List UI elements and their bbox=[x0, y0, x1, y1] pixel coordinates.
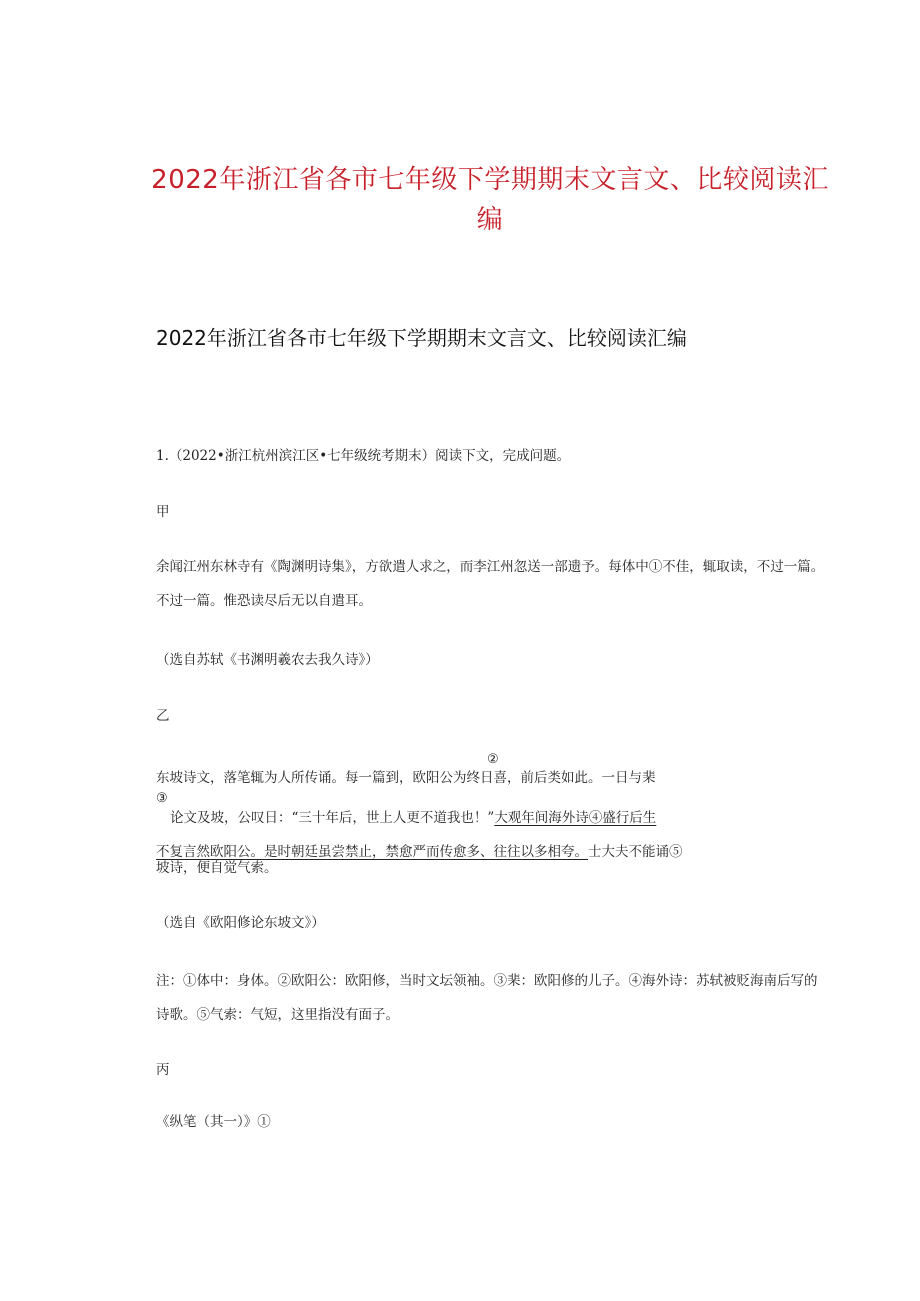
passage-yi-underlined-3: 是时朝廷虽尝禁止，禁愈严而传愈多、往往以多相夸。 bbox=[264, 844, 588, 860]
passage-yi-line-3-plain: 士大夫不能诵⑤ bbox=[588, 844, 683, 860]
passage-yi-underlined-2: 不复言然欧阳公。 bbox=[156, 844, 264, 860]
annotations-notes: 注：①体中：身体。②欧阳公：欧阳修，当时文坛领袖。③棐：欧阳修的儿子。④海外诗：苏轼被贬海南后写的诗歌。⑤气索：气短，这里指没有面子。 bbox=[156, 973, 818, 1023]
poem-title: 《纵笔（其一）》① bbox=[156, 1114, 271, 1130]
passage-yi-line-2-plain: 论文及坡，公叹日：“三十年后，世上人更不道我也！” bbox=[170, 810, 495, 826]
passage-yi-line-4: 坡诗，便自觉气索。 bbox=[156, 860, 278, 876]
passage-jia-source: （选自苏轼《书渊明羲农去我久诗》） bbox=[156, 652, 379, 668]
passage-label-bing: 丙 bbox=[156, 1062, 170, 1078]
section-heading: 2022年浙江省各市七年级下学期期末文言文、比较阅读汇编 bbox=[156, 326, 687, 350]
passage-yi-underlined-1: 大观年间海外诗④盛行后生 bbox=[494, 810, 657, 826]
passage-yi-source: （选自《欧阳修论东坡文》） bbox=[156, 915, 325, 931]
passage-yi-line-2 bbox=[170, 808, 656, 828]
passage-label-jia: 甲 bbox=[156, 504, 170, 520]
footnote-marker-3: ③ bbox=[156, 791, 168, 806]
passage-label-yi: 乙 bbox=[156, 708, 170, 724]
passage-yi-line-1: 东坡诗文，落笔辄为人所传诵。每一篇到，欧阳公为终日喜，前后类如此。一日与棐 bbox=[156, 770, 656, 786]
passage-jia-text: 余闻江州东林寺有《陶渊明诗集》，方欲遣人求之，而李江州忽送一部遗予。每体中①不佳，辄取读，不过一篇。不过一篇。惟恐读尽后无以自遣耳。 bbox=[156, 559, 825, 609]
question-prompt: 1.（2022•浙江杭州滨江区•七年级统考期末）阅读下文，完成问题。 bbox=[156, 448, 571, 464]
document-title: 2022年浙江省各市七年级下学期期末文言文、比较阅读汇编 bbox=[151, 165, 829, 235]
footnote-marker-2: ② bbox=[487, 752, 499, 767]
